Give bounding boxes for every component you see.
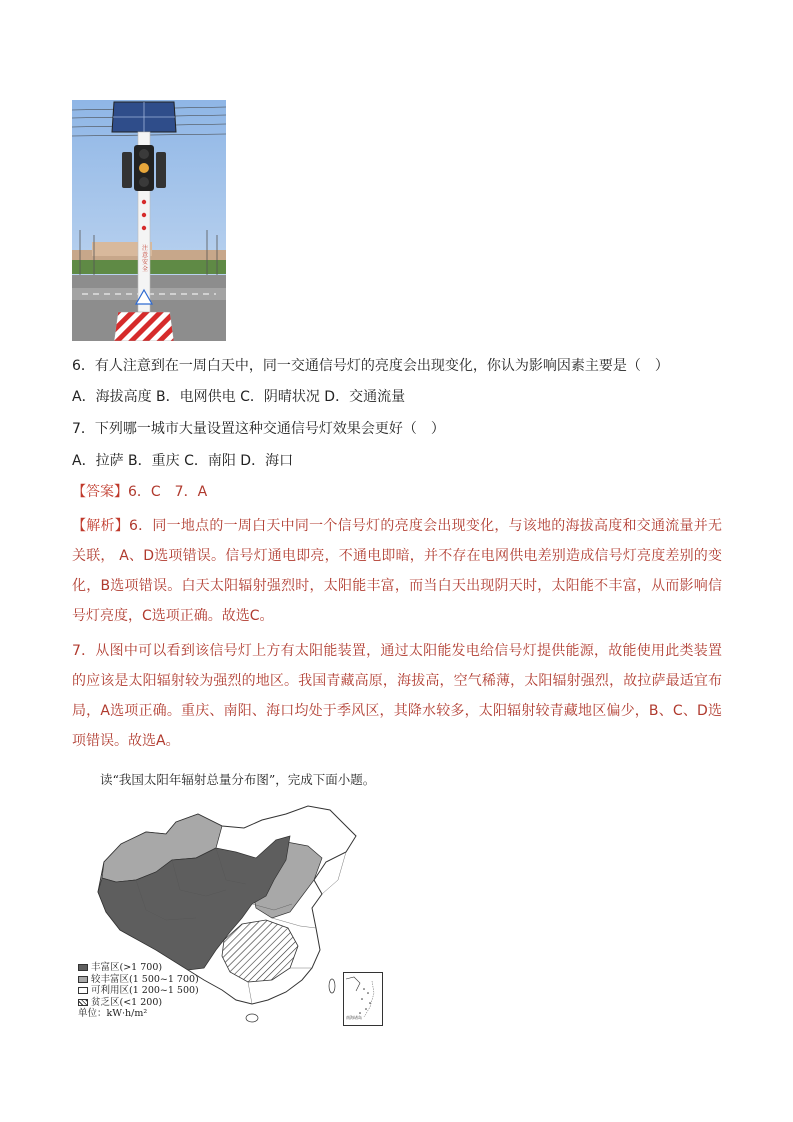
- legend-label-rich: 丰富区(>1 700): [91, 962, 163, 973]
- analysis-q6: [72, 511, 722, 631]
- map-intro: 读“我国太阳年辐射总量分布图”，完成下面小题。: [100, 772, 376, 787]
- question-6-stem: 6．有人注意到在一周白天中，同一交通信号灯的亮度会出现变化，你认为影响因素主要是（ ）: [72, 358, 669, 374]
- legend-swatch-poor: [78, 999, 88, 1006]
- legend-row-rich: [78, 962, 199, 974]
- legend-swatch-rich: [78, 964, 88, 971]
- question-7-options: A．拉萨 B．重庆 C．南阳 D．海口: [72, 453, 294, 469]
- legend-label-usable: 可利用区(1 200~1 500): [91, 985, 199, 996]
- legend-label-poor: 贫乏区(<1 200): [91, 996, 163, 1008]
- legend-swatch-usable: [78, 987, 88, 994]
- legend-swatch-richer: [78, 976, 88, 983]
- inset-label: 南海诸岛: [346, 1015, 362, 1020]
- answer-line: [72, 482, 207, 502]
- traffic-light-photo: [72, 100, 226, 341]
- analysis-tag: 【解析】: [72, 518, 129, 534]
- legend-row-richer: [78, 974, 199, 986]
- hainan-island: [246, 1014, 258, 1022]
- question-6-options: A．海拔高度 B．电网供电 C．阴晴状况 D．交通流量: [72, 389, 406, 405]
- legend-label-richer: 较丰富区(1 500~1 700): [91, 973, 199, 985]
- traffic-light-illustration: [72, 100, 226, 341]
- answer-text: 6．C 7．A: [128, 484, 208, 500]
- map-legend: [78, 962, 199, 1020]
- legend-unit: 单位：kW·h/m²: [78, 1008, 148, 1019]
- pole-sign-text: 注意安全: [142, 245, 149, 273]
- legend-row-usable: [78, 985, 199, 997]
- answer-tag: 【答案】: [72, 484, 128, 500]
- legend-row-poor: [78, 997, 199, 1009]
- taiwan-island: [329, 979, 335, 993]
- question-7-stem: 7．下列哪一城市大量设置这种交通信号灯效果会更好（ ）: [72, 421, 445, 437]
- analysis-q7: 7．从图中可以看到该信号灯上方有太阳能装置，通过太阳能发电给信号灯提供能源，故能使用此类装置的应该是太阳辐射较为强烈的地区。我国青藏高原，海拔高，空气稀薄，太阳辐射强烈，故拉萨最适宜布局，A选项正确。重庆、南阳、海口均处于季风区，其降水较多，太阳辐射较青藏地区偏少，B、C、D选项错误。故选A。: [72, 643, 722, 749]
- analysis-q6-text: 6．同一地点的一周白天中同一个信号灯的亮度会出现变化，与该地的海拔高度和交通流量并无关联， A、D选项错误。信号灯通电即亮，不通电即暗，并不存在电网供电差别造成信号灯亮度差别的变化，B选项错误。白天太阳辐射强烈时，太阳能丰富，而当白天出现阴天时，太阳能不丰富，从而影响信号灯亮度，C选项正确。故选C。: [72, 518, 723, 624]
